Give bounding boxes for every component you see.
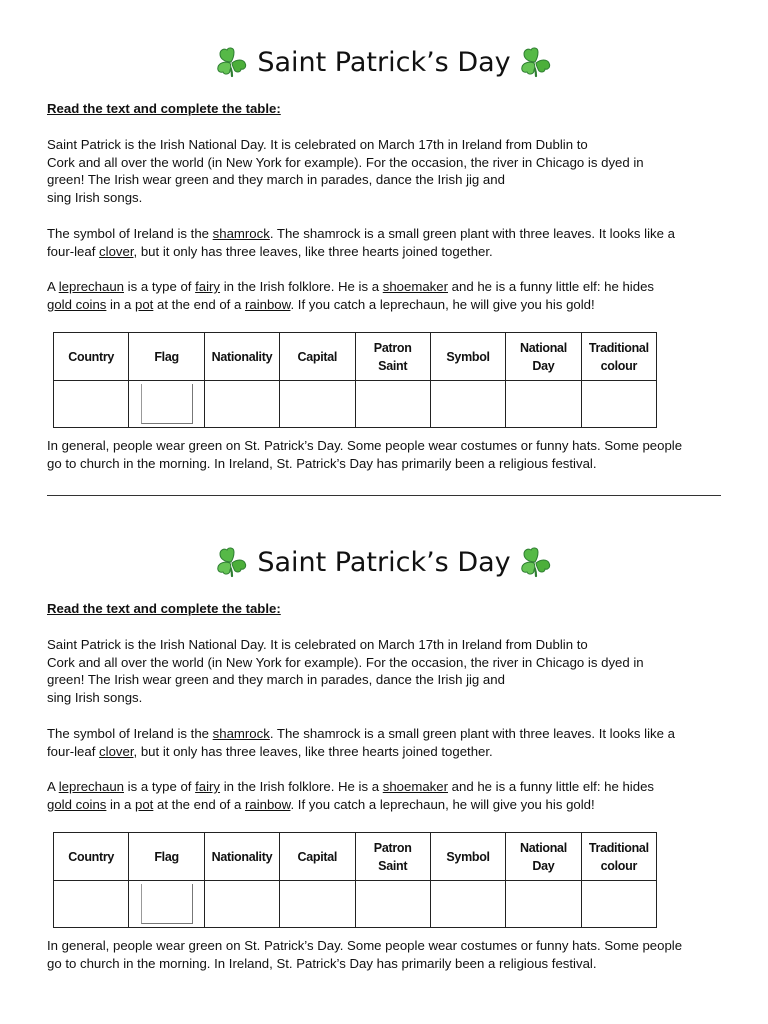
text-run: four-leaf: [47, 743, 100, 759]
text-run: is a type of: [124, 279, 196, 294]
text-run: The symbol of Ireland is the: [47, 226, 213, 241]
text-run: in a: [106, 796, 135, 812]
header-patron-saint: Patron Saint: [355, 333, 430, 381]
text-run: in the Irish folklore. He is a: [220, 779, 383, 794]
symbol-paragraph: [47, 725, 737, 760]
answer-cell-country[interactable]: [54, 381, 129, 428]
answer-cell-country[interactable]: [54, 881, 129, 928]
text-run: . If you catch a leprechaun, he will give you his gold!: [290, 296, 595, 312]
text-line: sing Irish songs.: [47, 689, 143, 705]
closing-paragraph: [47, 937, 737, 972]
instruction: Read the text and complete the table:: [47, 601, 281, 616]
header-country: Country: [54, 333, 129, 381]
flag-drawing-box[interactable]: [141, 384, 193, 424]
text-line: Cork and all over the world (in New York for example). For the occasion, the river in Chicago is dyed in: [47, 154, 644, 170]
text-run: at the end of a: [153, 796, 245, 812]
text-run: A: [47, 279, 59, 294]
text-run: at the end of a: [153, 296, 245, 312]
title-row: [0, 540, 768, 584]
text-line: green! The Irish wear green and they march in parades, dance the Irish jig and: [47, 672, 505, 687]
answer-cell-symbol[interactable]: [430, 381, 505, 428]
intro-paragraph: [47, 136, 737, 206]
vocab-rainbow: rainbow: [244, 296, 291, 312]
answer-table: [53, 832, 657, 928]
text-line: Saint Patrick is the Irish National Day. It is celebrated on March 17th in Ireland from Dublin to: [47, 137, 588, 152]
title-row: [0, 40, 768, 84]
answer-cell-national-day[interactable]: [506, 881, 581, 928]
answer-cell-flag[interactable]: [129, 381, 204, 428]
text-run: A: [47, 779, 59, 794]
page-title: Saint Patrick’s Day: [257, 46, 511, 78]
text-line: [47, 725, 737, 743]
header-flag: Flag: [129, 833, 204, 881]
answer-cell-nationality[interactable]: [204, 881, 279, 928]
worksheet-2: [0, 540, 768, 971]
vocab-gold-coins: gold coins: [47, 796, 107, 812]
vocab-fairy: fairy: [195, 779, 221, 794]
instruction: Read the text and complete the table:: [47, 101, 281, 116]
text-line: [47, 778, 737, 796]
header-symbol: Symbol: [430, 833, 505, 881]
text-line: Saint Patrick is the Irish National Day. It is celebrated on March 17th in Ireland from Dublin to: [47, 637, 588, 652]
text-line: In general, people wear green on St. Patrick’s Day. Some people wear costumes or funny hats. Some people: [47, 438, 683, 453]
text-line: [47, 278, 737, 296]
header-flag: Flag: [129, 333, 204, 381]
shamrock-icon: [215, 545, 249, 579]
text-run: . The shamrock is a small green plant with three leaves. It looks like a: [269, 726, 675, 741]
text-run: . The shamrock is a small green plant with three leaves. It looks like a: [269, 226, 675, 241]
vocab-shoemaker: shoemaker: [382, 779, 448, 794]
header-nationality: Nationality: [204, 333, 279, 381]
answer-cell-flag[interactable]: [129, 881, 204, 928]
vocab-shamrock: shamrock: [212, 726, 270, 741]
text-line: green! The Irish wear green and they march in parades, dance the Irish jig and: [47, 172, 505, 187]
answer-row: [54, 881, 657, 928]
leprechaun-paragraph: [47, 278, 737, 313]
text-line: [47, 743, 737, 761]
header-national-day: National Day: [506, 833, 581, 881]
vocab-rainbow: rainbow: [244, 796, 291, 812]
worksheet-1: [0, 40, 768, 471]
text-line: In general, people wear green on St. Patrick’s Day. Some people wear costumes or funny hats. Some people: [47, 938, 683, 953]
header-symbol: Symbol: [430, 333, 505, 381]
flag-drawing-box[interactable]: [141, 884, 193, 924]
answer-table: [53, 332, 657, 428]
text-line: go to church in the morning. In Ireland, St. Patrick’s Day has primarily been a religious festival.: [47, 455, 597, 471]
text-line: [47, 296, 737, 314]
header-traditional-colour: Traditional colour: [581, 833, 656, 881]
symbol-paragraph: [47, 225, 737, 260]
text-run: in a: [106, 296, 135, 312]
answer-cell-traditional-colour[interactable]: [581, 881, 656, 928]
cut-line-divider: [47, 495, 721, 496]
text-run: and he is a funny little elf: he hides: [448, 779, 655, 794]
text-run: and he is a funny little elf: he hides: [448, 279, 655, 294]
text-line: sing Irish songs.: [47, 189, 143, 205]
page-title: Saint Patrick’s Day: [257, 546, 511, 578]
vocab-pot: pot: [134, 296, 154, 312]
answer-cell-traditional-colour[interactable]: [581, 381, 656, 428]
header-capital: Capital: [280, 833, 355, 881]
text-line: go to church in the morning. In Ireland, St. Patrick’s Day has primarily been a religious festival.: [47, 955, 597, 971]
answer-row: [54, 381, 657, 428]
text-line: [47, 225, 737, 243]
answer-cell-symbol[interactable]: [430, 881, 505, 928]
shamrock-icon: [519, 545, 553, 579]
vocab-gold-coins: gold coins: [47, 296, 107, 312]
table-header-row: [54, 833, 657, 881]
intro-paragraph: [47, 636, 737, 706]
header-country: Country: [54, 833, 129, 881]
header-national-day: National Day: [506, 333, 581, 381]
text-run: . If you catch a leprechaun, he will give you his gold!: [290, 796, 595, 812]
vocab-fairy: fairy: [195, 279, 221, 294]
text-run: , but it only has three leaves, like three hearts joined together.: [133, 743, 493, 759]
vocab-pot: pot: [134, 796, 154, 812]
header-nationality: Nationality: [204, 833, 279, 881]
vocab-leprechaun: leprechaun: [58, 279, 124, 294]
leprechaun-paragraph: [47, 778, 737, 813]
text-run: , but it only has three leaves, like three hearts joined together.: [133, 243, 493, 259]
text-run: is a type of: [124, 779, 196, 794]
vocab-shoemaker: shoemaker: [382, 279, 448, 294]
vocab-shamrock: shamrock: [212, 226, 270, 241]
header-patron-saint: Patron Saint: [355, 833, 430, 881]
header-traditional-colour: Traditional colour: [581, 333, 656, 381]
shamrock-icon: [215, 45, 249, 79]
table-header-row: [54, 333, 657, 381]
answer-cell-patron-saint[interactable]: [355, 881, 430, 928]
vocab-leprechaun: leprechaun: [58, 779, 124, 794]
header-capital: Capital: [280, 333, 355, 381]
closing-paragraph: [47, 437, 737, 472]
text-line: Cork and all over the world (in New York for example). For the occasion, the river in Chicago is dyed in: [47, 654, 644, 670]
answer-cell-national-day[interactable]: [506, 381, 581, 428]
answer-cell-capital[interactable]: [280, 381, 355, 428]
text-line: [47, 243, 737, 261]
text-run: in the Irish folklore. He is a: [220, 279, 383, 294]
shamrock-icon: [519, 45, 553, 79]
text-run: four-leaf: [47, 243, 100, 259]
vocab-clover: clover: [99, 243, 134, 259]
vocab-clover: clover: [99, 743, 134, 759]
text-line: [47, 796, 737, 814]
answer-cell-capital[interactable]: [280, 881, 355, 928]
answer-cell-nationality[interactable]: [204, 381, 279, 428]
text-run: The symbol of Ireland is the: [47, 726, 213, 741]
answer-cell-patron-saint[interactable]: [355, 381, 430, 428]
